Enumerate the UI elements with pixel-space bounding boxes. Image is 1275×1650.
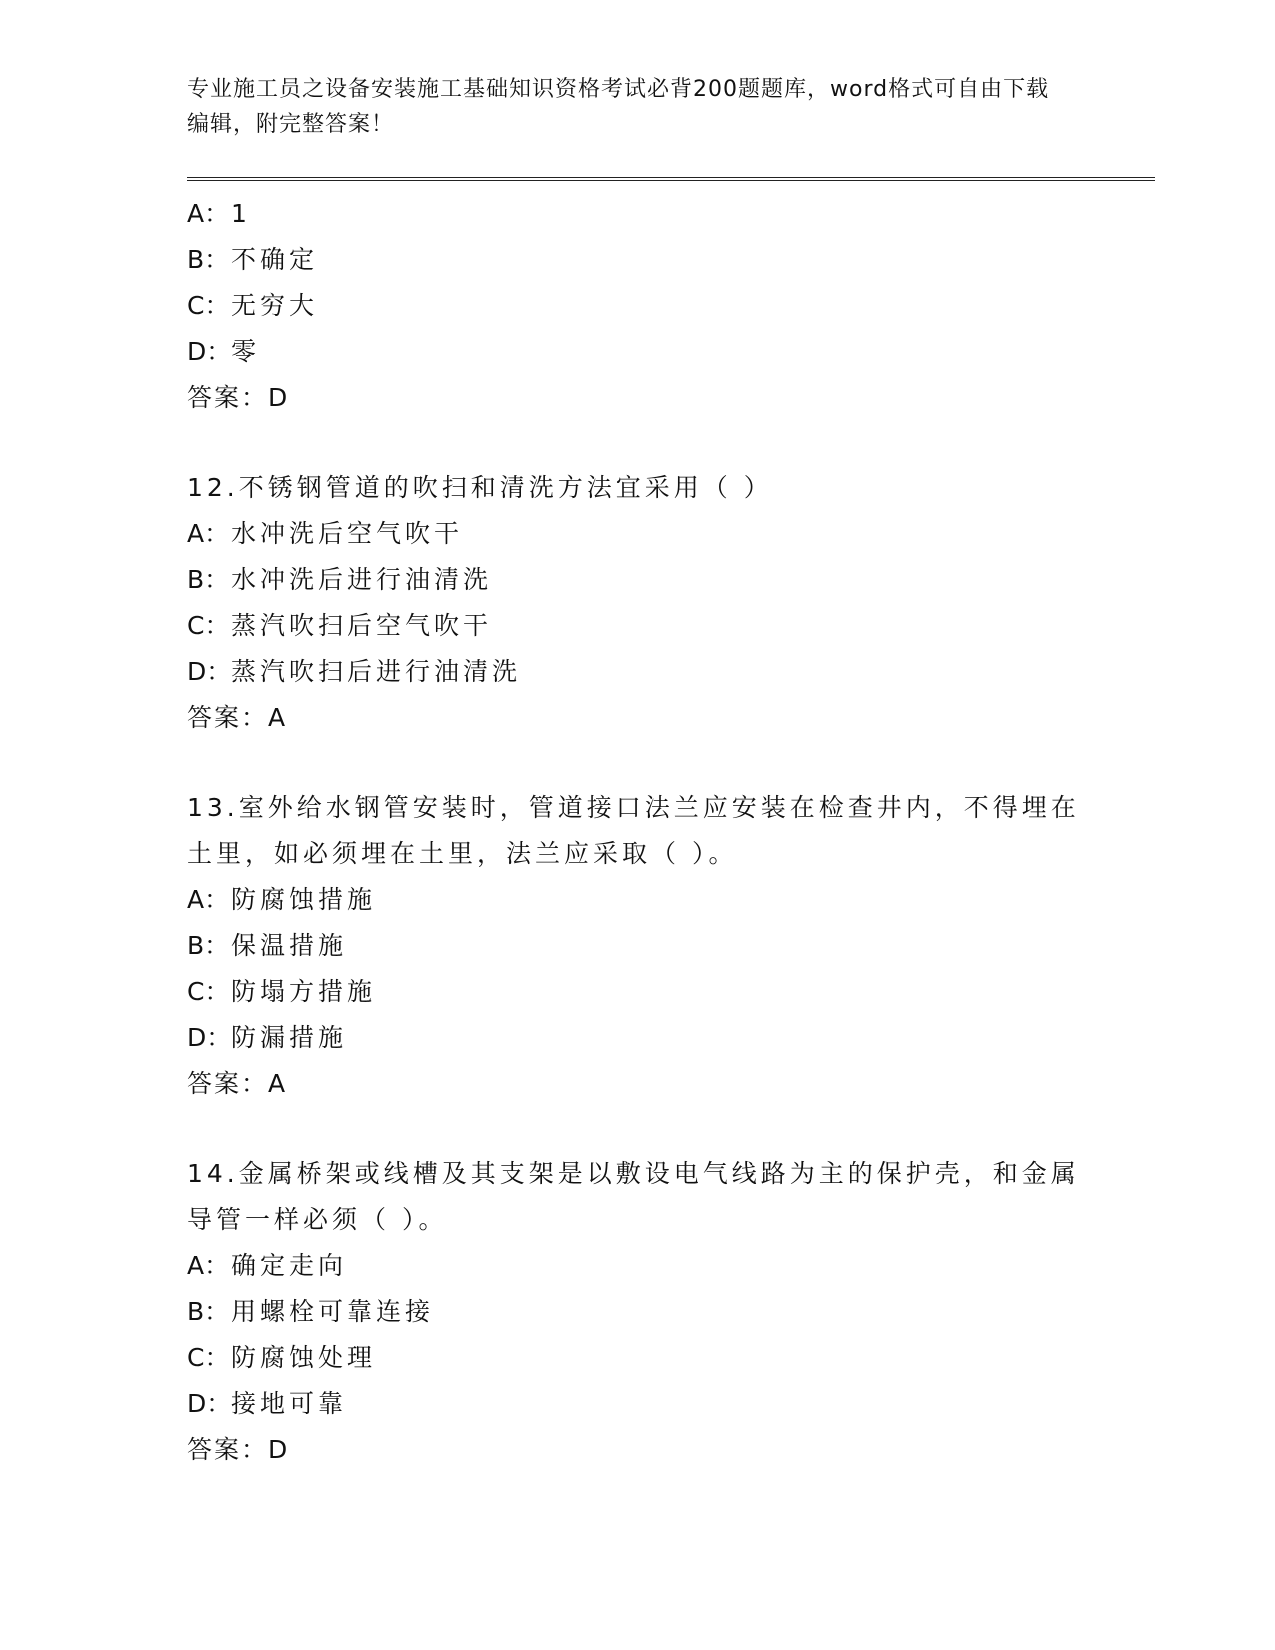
option-b: B：保温措施 <box>187 931 348 960</box>
option-a: A：确定走向 <box>187 1251 348 1280</box>
header-divider <box>187 177 1155 181</box>
answer-line: 答案：D <box>187 1435 290 1464</box>
answer-line: 答案：A <box>187 703 288 732</box>
option-d: D：接地可靠 <box>187 1389 348 1418</box>
answer-line: 答案：A <box>187 1069 288 1098</box>
question-content <box>187 191 1087 1473</box>
option-d: D：蒸汽吹扫后进行油清洗 <box>187 657 522 686</box>
question-stem: 13.室外给水钢管安装时，管道接口法兰应安装在检查井内，不得埋在土里，如必须埋在土里，法兰应采取（ ）。 <box>187 793 1080 868</box>
question-stem: 12.不锈钢管道的吹扫和清洗方法宜采用（ ） <box>187 473 773 502</box>
question-stem: 14.金属桥架或线槽及其支架是以敷设电气线路为主的保护壳，和金属导管一样必须（ ）。 <box>187 1159 1080 1234</box>
option-c: C：防腐蚀处理 <box>187 1343 377 1372</box>
question-block-12 <box>187 465 1087 741</box>
option-c: C：蒸汽吹扫后空气吹干 <box>187 611 493 640</box>
document-header: 专业施工员之设备安装施工基础知识资格考试必背200题题库，word格式可自由下载编辑，附完整答案！ <box>187 77 1050 137</box>
option-d: D：防漏措施 <box>187 1023 348 1052</box>
option-c: C：防塌方措施 <box>187 977 377 1006</box>
answer-line: 答案：D <box>187 383 290 412</box>
question-block-11 <box>187 191 1087 421</box>
option-b: B：用螺栓可靠连接 <box>187 1297 435 1326</box>
option-c: C：无穷大 <box>187 291 319 320</box>
option-b: B：水冲洗后进行油清洗 <box>187 565 493 594</box>
question-block-14 <box>187 1151 1087 1473</box>
option-a: A：水冲洗后空气吹干 <box>187 519 464 548</box>
question-block-13 <box>187 785 1087 1107</box>
option-d: D：零 <box>187 337 261 366</box>
option-b: B：不确定 <box>187 245 319 274</box>
option-a: A：防腐蚀措施 <box>187 885 377 914</box>
option-a: A：1 <box>187 199 251 228</box>
